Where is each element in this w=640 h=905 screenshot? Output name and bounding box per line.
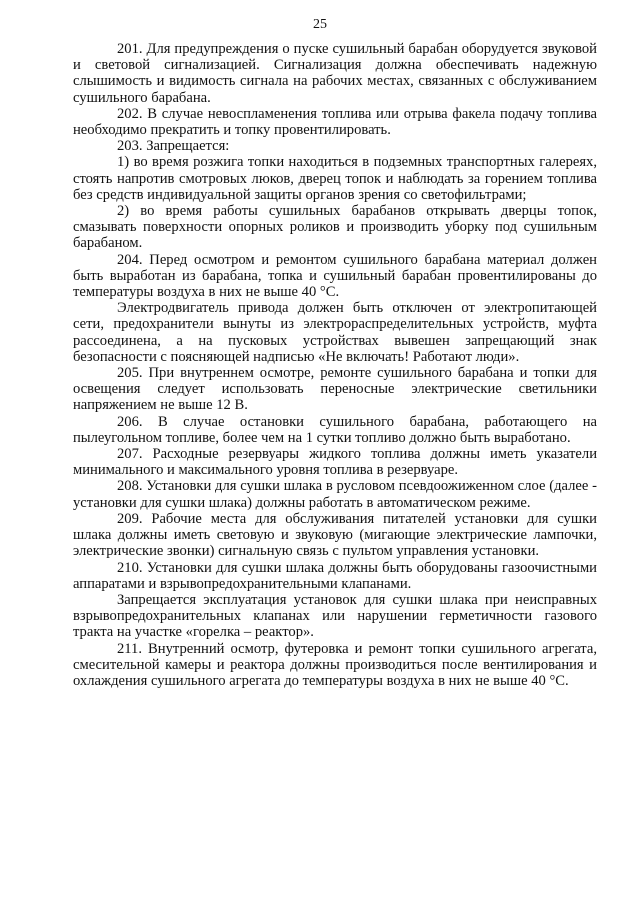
paragraph-208: 208. Установки для сушки шлака в русловом псевдоожиженном слое (далее - установки для сушки шлака) должны работать в автоматическом режиме.: [73, 478, 597, 511]
paragraph-204: 204. Перед осмотром и ремонтом сушильного барабана материал должен быть выработан из барабана, топка и сушильный барабан провентилированы до температуры воздуха в них не выше 40 °С.: [73, 251, 597, 301]
paragraph-201: 201. Для предупреждения о пуске сушильный барабан оборудуется звуковой и световой сигнализацией. Сигнализация должна обеспечивать надежную слышимость и видимость сигнала на рабочих местах, связанных с обслуживанием сушильного барабана.: [73, 41, 597, 106]
page-body: [73, 41, 597, 689]
paragraph-211: 211. Внутренний осмотр, футеровка и ремонт топки сушильного агрегата, смесительной камеры и реактора должны производиться после вентилирования и охлаждения сушильного агрегата до температуры воздуха в них не выше 40 °С.: [73, 640, 597, 689]
paragraph-203: 203. Запрещается:: [117, 138, 230, 155]
paragraph-204-continued: Электродвигатель привода должен быть отключен от электропитающей сети, предохранители вынуты из электрораспределительных устройств, муфта рассоединена, а на пусковых устройствах вывешен запрещающий знак безопасности с поясняющей надписью «Не включать! Работают люди».: [73, 300, 597, 365]
paragraph-202: 202. В случае невоспламенения топлива или отрыва факела подачу топлива необходимо прекратить и топку провентилировать.: [73, 105, 597, 139]
paragraph-203-item-1: 1) во время розжига топки находиться в подземных транспортных галереях, стоять напротив смотровых люков, дверец топок и наблюдать за горением топлива без средств индивидуальной защиты органов зрения со светофильтрами;: [73, 154, 597, 203]
paragraph-207: 207. Расходные резервуары жидкого топлива должны иметь указатели минимального и максимального уровня топлива в резервуаре.: [73, 446, 597, 479]
page-number: 25: [313, 17, 327, 32]
paragraph-203-item-2: 2) во время работы сушильных барабанов открывать дверцы топок, смазывать поверхности опорных роликов и производить уборку под сушильным барабаном.: [73, 203, 597, 252]
paragraph-209: 209. Рабочие места для обслуживания питателей установки для сушки шлака должны иметь световую и звуковую (мигающие электрические лампочки, электрические звонки) сигнальную связь с пультом управления установки.: [73, 510, 597, 560]
paragraph-210: 210. Установки для сушки шлака должны быть оборудованы газоочистными аппаратами и взрывопредохранительными клапанами.: [73, 559, 597, 592]
paragraph-210-continued: Запрещается эксплуатация установок для сушки шлака при неисправных взрывопредохранительных клапанах или нарушении герметичности газового тракта на участке «горелка – реактор».: [73, 591, 597, 641]
paragraph-206: 206. В случае остановки сушильного барабана, работающего на пылеугольном топливе, более чем на 1 сутки топливо должно быть выработано.: [73, 413, 597, 446]
paragraph-205: 205. При внутреннем осмотре, ремонте сушильного барабана и топки для освещения следует использовать переносные электрические светильники напряжением не выше 12 В.: [73, 365, 597, 414]
